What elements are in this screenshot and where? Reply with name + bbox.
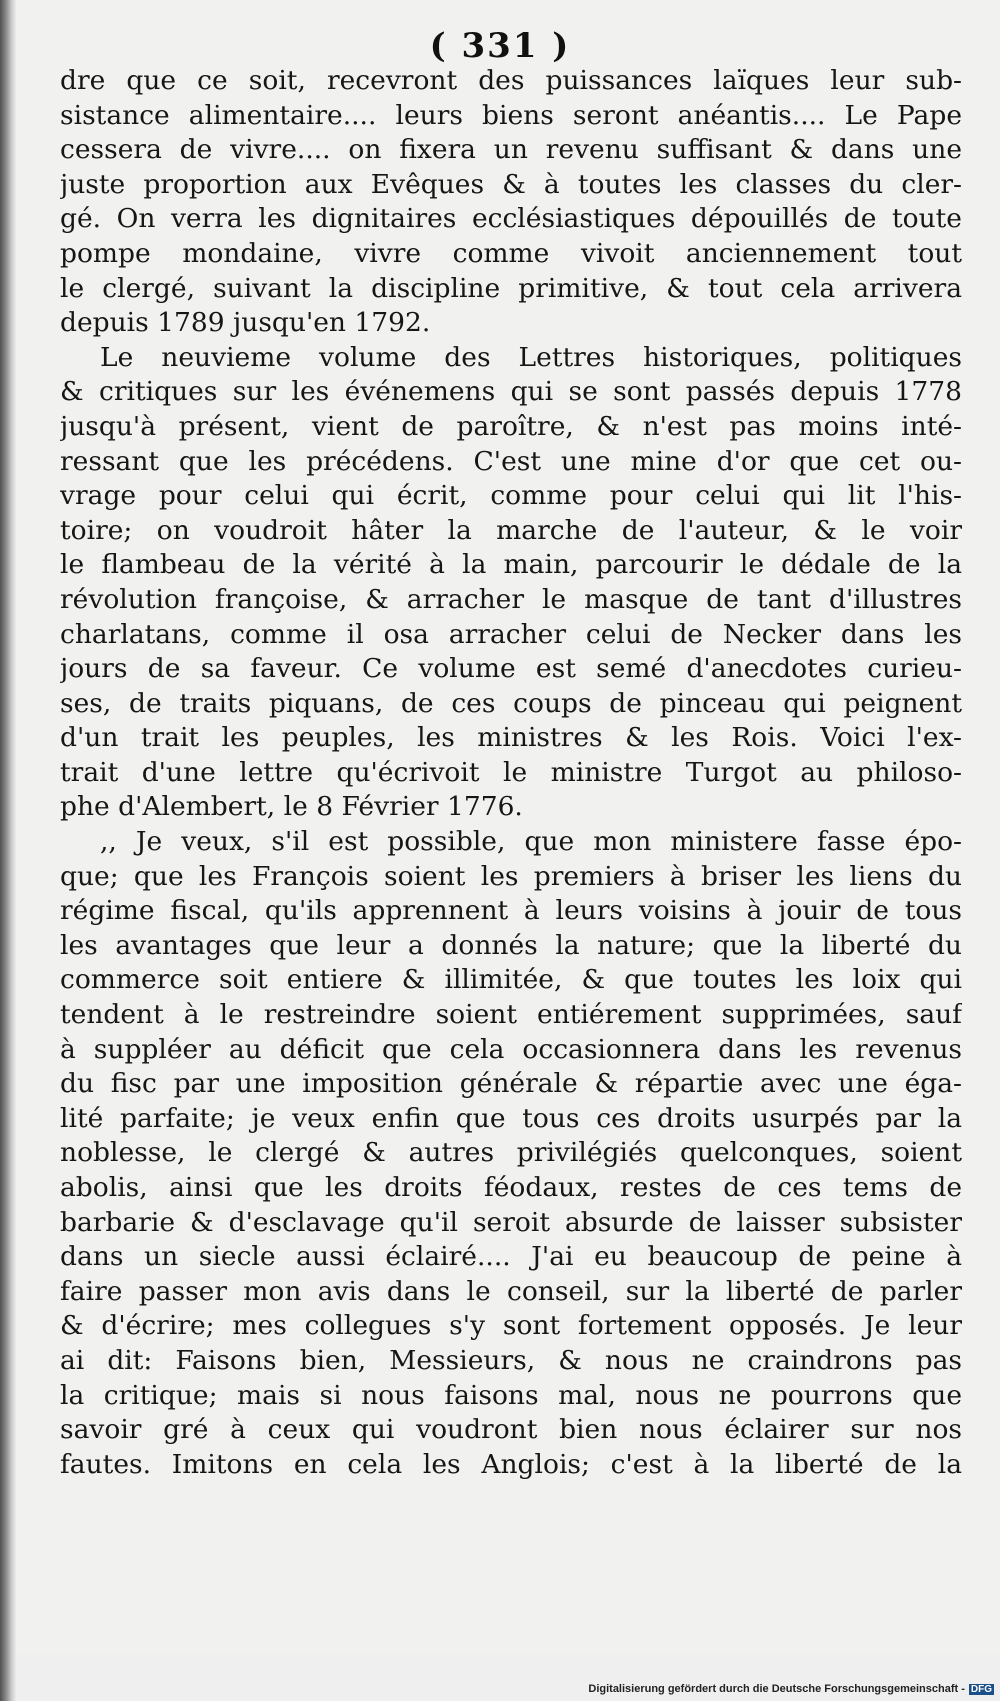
text-line: révolution françoise, & arracher le masque de tant d'illustres	[60, 583, 962, 615]
text-line: toire; on voudroit hâter la marche de l'auteur, & le voir	[60, 514, 962, 546]
text-line: cessera de vivre.... on fixera un revenu suffisant & dans une	[60, 134, 962, 166]
text-line: abolis, ainsi que les droits féodaux, restes de ces tems de	[60, 1172, 962, 1203]
text-line: savoir gré à ceux qui voudront bien nous éclairer sur nos	[60, 1414, 962, 1446]
text-line: dre que ce soit, recevront des puissances laïques leur sub-	[60, 65, 962, 96]
text-line: & d'écrire; mes collegues s'y sont fortement opposés. Je leur	[60, 1310, 962, 1342]
text-line: charlatans, comme il osa arracher celui de Necker dans les	[60, 618, 962, 650]
text-line: depuis 1789 jusqu'en 1792.	[60, 307, 431, 339]
text-line: vrage pour celui qui écrit, comme pour celui qui lit l'his-	[60, 480, 962, 512]
text-line: faire passer mon avis dans le conseil, sur la liberté de parler	[60, 1275, 962, 1307]
text-line: la critique; mais si nous faisons mal, nous ne pourrons que	[60, 1379, 962, 1411]
text-line: d'un trait les peuples, les ministres & les Rois. Voici l'ex-	[60, 722, 962, 754]
text-line: du fisc par une imposition générale & répartie avec une éga-	[60, 1068, 962, 1100]
digitization-credit-text: Digitalisierung gefördert durch die Deutsche Forschungsgemeinschaft -	[588, 1683, 965, 1695]
text-line: pompe mondaine, vivre comme vivoit anciennement tout	[60, 237, 962, 269]
text-line: à suppléer au déficit que cela occasionnera dans les revenus	[60, 1033, 962, 1065]
text-line: phe d'Alembert, le 8 Février 1776.	[60, 791, 523, 823]
text-line: Le neuvieme volume des Lettres historiques, politiques	[100, 341, 962, 373]
body-text	[60, 64, 962, 1482]
text-line: trait d'une lettre qu'écrivoit le ministre Turgot au philoso-	[60, 756, 962, 788]
text-line: les avantages que leur a donnés la nature; que la liberté du	[60, 929, 962, 961]
text-line: dans un siecle aussi éclairé.... J'ai eu beaucoup de peine à	[60, 1241, 962, 1273]
text-line: commerce soit entiere & illimitée, & que toutes les loix qui	[60, 964, 962, 996]
text-line: fautes. Imitons en cela les Anglois; c'est à la liberté de la	[60, 1448, 962, 1480]
text-line: ai dit: Faisons bien, Messieurs, & nous ne craindrons pas	[60, 1344, 962, 1376]
text-line: que; que les François soient les premiers à briser les liens du	[60, 860, 962, 892]
text-line: ses, de traits piquans, de ces coups de pinceau qui peignent	[60, 687, 962, 719]
text-line: le clergé, suivant la discipline primitive, & tout cela arrivera	[60, 272, 962, 304]
text-line: ressant que les précédens. C'est une mine d'or que cet ou-	[60, 445, 962, 477]
text-line: barbarie & d'esclavage qu'il seroit absurde de laisser subsister	[60, 1206, 962, 1238]
text-line: jusqu'à présent, vient de paroître, & n'est pas moins inté-	[60, 410, 962, 442]
text-line: noblesse, le clergé & autres privilégiés quelconques, soient	[60, 1137, 962, 1169]
text-line: sistance alimentaire.... leurs biens seront anéantis.... Le Pape	[60, 99, 962, 131]
text-line: régime fiscal, qu'ils apprennent à leurs voisins à jouir de tous	[60, 895, 962, 927]
text-line: ,, Je veux, s'il est possible, que mon ministere fasse épo-	[100, 826, 962, 858]
text-line: tendent à le restreindre soient entiérement supprimées, sauf	[60, 999, 962, 1031]
text-line: juste proportion aux Evêques & à toutes les classes du cler-	[60, 168, 962, 200]
page-gutter-shadow	[0, 0, 16, 1701]
dfg-logo: DFG	[970, 1684, 992, 1695]
text-line: le flambeau de la vérité à la main, parcourir le dédale de la	[60, 549, 962, 581]
page-number: ( 331 )	[429, 26, 571, 66]
text-line: lité parfaite; je veux enfin que tous ces droits usurpés par la	[60, 1102, 962, 1134]
text-line: & critiques sur les événemens qui se sont passés depuis 1778	[60, 376, 962, 408]
text-line: jours de sa faveur. Ce volume est semé d'anecdotes curieu-	[60, 653, 962, 685]
text-line: gé. On verra les dignitaires ecclésiastiques dépouillés de toute	[60, 203, 962, 235]
digitization-credit	[588, 1683, 994, 1695]
